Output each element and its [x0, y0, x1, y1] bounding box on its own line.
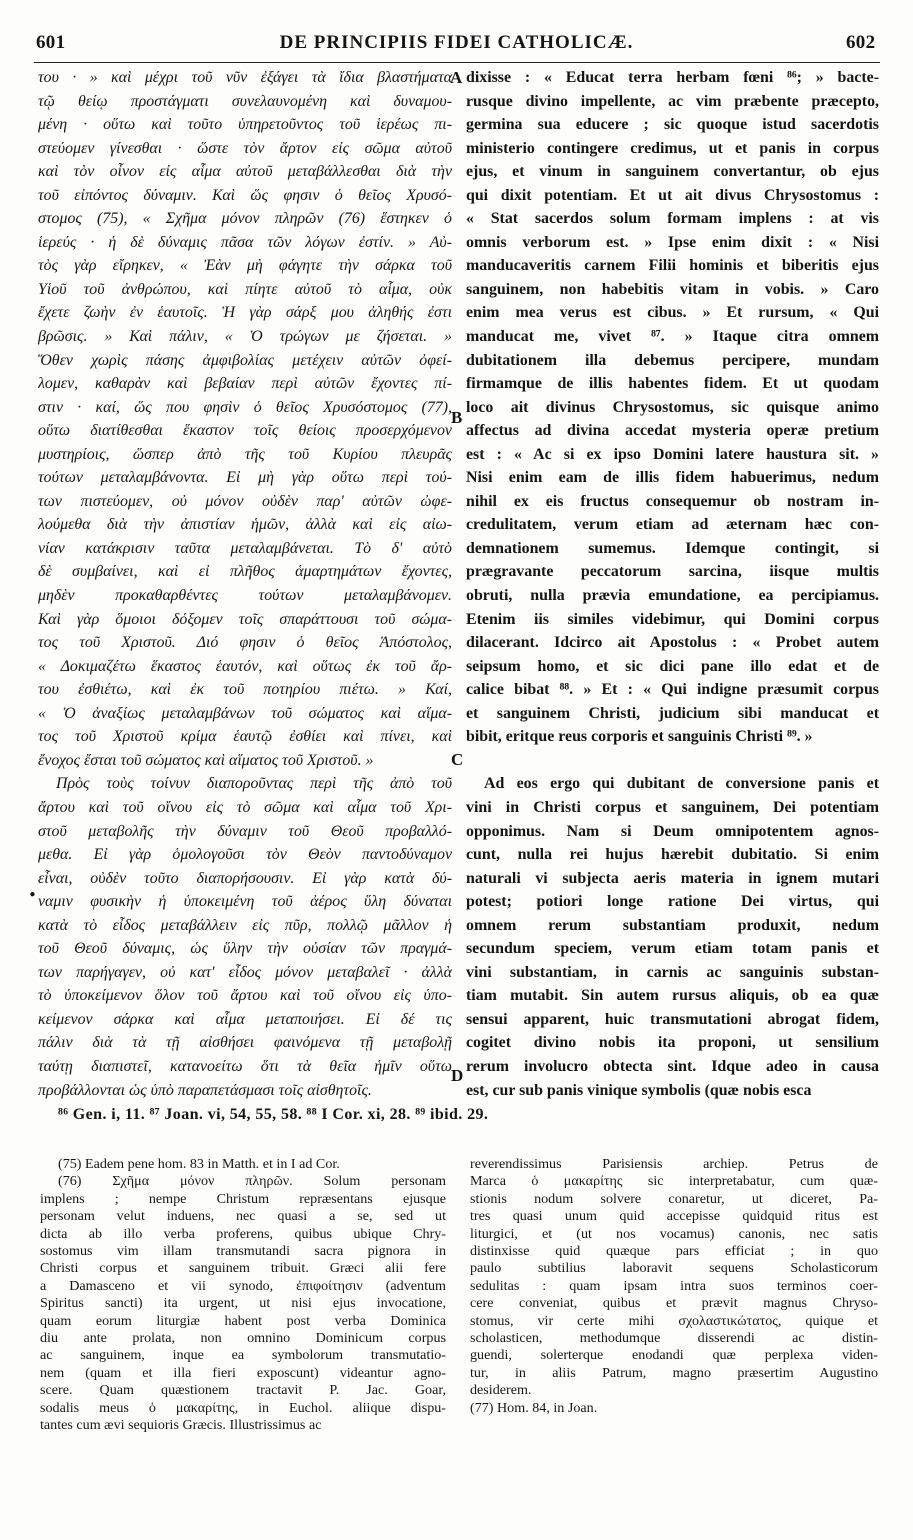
greek-line: τος τοῦ Χριστοῦ. Διό φησιν ὁ θεῖος Ἀπόστολος, [38, 634, 452, 652]
greek-line: Πρὸς τοὺς τοίνυν διαποροῦντας περὶ τῆς ἀπὸ τοῦ [56, 775, 452, 793]
latin-line: bibit, eritque reus corporis et sanguinis Christi ⁸⁹. » [466, 728, 813, 746]
latin-line: omnis verborum est. » Ipse enim dixit : « Nisi [466, 233, 879, 251]
latin-line: sanguinem, non habebitis vitam in vobis. » Caro [466, 280, 879, 298]
latin-line: secundum speciem, verum etiam totam panis et [466, 940, 879, 958]
greek-line: τὸς γὰρ εἴρηκεν, « Ἐὰν μὴ φάγητε τὴν σάρκα τοῦ [38, 257, 452, 275]
header-rule [34, 62, 880, 63]
latin-line: dilacerant. Idcirco ait Apostolus : « Probet autem [466, 634, 879, 652]
footnote-line: distinxisse quid quæque pars efficiat ; in quo [470, 1243, 878, 1260]
greek-line: βρῶσις. » Καὶ πάλιν, « Ὁ τρώγων με ζήσεται. » [38, 328, 452, 346]
latin-line: dixisse : « Educat terra herbam fœni ⁸⁶; » bacte- [466, 69, 879, 86]
latin-line: germina sua educere ; sic quoque istud sacerdotis [466, 116, 879, 134]
footnote-line: cere conveniat, quibus et prævit magnus Chryso- [470, 1295, 878, 1312]
greek-line: κατὰ τὸ εἶδος μεταβάλλειν εἰς πῦρ, πολλῷ μᾶλλον ἡ [38, 916, 452, 934]
margin-marker-a: A [450, 68, 463, 87]
footnote-line: tres quasi unum quid accepisse quidquid ritus est [470, 1208, 878, 1225]
running-title: DE PRINCIPIIS FIDEI CATHOLICÆ. [279, 32, 634, 53]
footnote-line: quam eorum liturgiæ habent post verba Dominica [40, 1312, 446, 1329]
latin-line: opponimus. Nam si Deum omnipotentem agnos- [466, 822, 879, 840]
footnote-line: Marca ὁ μακαρίτης sic interpretabatur, cum quæ- [470, 1173, 878, 1190]
greek-line: δὲ συμβαίνει, καὶ εἰ πλῆθος ἁμαρτημάτων ἔχοντες, [38, 563, 452, 581]
footnote-line: tur, in aliis Patrum, magno præsertim Augustino [470, 1364, 878, 1381]
latin-line: dubitationem illa debemus percipere, mundam [466, 351, 879, 369]
greek-line: προβάλλονται ὡς ὑπὸ παραπετάσμασι τοῖς αἰσθητοῖς. [38, 1081, 372, 1099]
footnotes-left [40, 1156, 446, 1435]
footnote-line: sedulitas : quam ipsam intra suos terminos coer- [470, 1277, 878, 1294]
greek-line: των παρήγαγεν, οὐ κατ' εἶδος μόνον μεταβαλεῖ · ἀλλὰ [38, 963, 452, 981]
greek-line: εἶναι, οὐδὲν τοῦτο διαπορήσουσιν. Εἰ γὰρ κατὰ δύ- [38, 869, 452, 887]
latin-line: enim mea verus est cibus. » Et rursum, « Qui [466, 304, 879, 322]
latin-line: ministerio contingere credimus, ut et panis in corpus [466, 139, 879, 157]
greek-line: στεύομεν γίνεσθαι · ὥστε τὸν ἄρτον εἰς σῶμα αὐτοῦ [38, 139, 452, 157]
greek-line: καὶ τὸν οἶνον εἰς αἷμα αὐτοῦ μεταβάλλεσθαι διὰ τὴν [38, 163, 452, 181]
footnote-line: tantes cum ævi sequioris Græcis. Illustrissimus ac [40, 1417, 322, 1434]
greek-line: τος τοῦ Χριστοῦ κρίμα ἑαυτῷ ἐσθίει καὶ πίνει, καὶ [38, 728, 452, 746]
footnote-line: scholasticen, methodumque disserendi ac distin- [470, 1330, 878, 1347]
greek-line: νίαν κατάκρισιν ταῦτα μεταλαμβάνεται. Τὸ δ' αὐτὸ [38, 539, 452, 557]
greek-line: ταύτῃ διαπιστεῖ, κατανοείτω ὅτι τὰ θεῖα ἡμῖν οὕτω [38, 1057, 452, 1075]
latin-line: rerum involucro obtecta sint. Idque adeo in causa [466, 1057, 879, 1075]
greek-line: του ἐσθιέτω, καὶ ἐκ τοῦ ποτηρίου πιέτω. » Καί, [38, 681, 452, 699]
greek-line: μένη · οὕτω καὶ τοῦτο ὑπηρετοῦντος τοῦ ἱερέως πι- [38, 116, 452, 134]
greek-line: Ὅθεν χωρὶς πάσης ἀμφιβολίας μετέχειν αὐτῶν ὀφεί- [38, 351, 452, 369]
latin-text-column [466, 66, 879, 1102]
greek-line: κείμενον σάρκα καὶ αἷμα μεταποιήσει. Εἰ δέ τις [38, 1010, 452, 1028]
greek-line: τῷ θείῳ προστάγματι συνελαυνομένη καὶ δυναμου- [38, 92, 452, 110]
footnote-line: reverendissimus Parisiensis archiep. Petrus de [470, 1156, 878, 1172]
footnote-line: diu ante prolata, non omnino Dominicum corpus [40, 1330, 446, 1347]
footnote-line: (75) Eadem pene hom. 83 in Matth. et in I ad Cor. [58, 1156, 340, 1172]
latin-line: calice bibat ⁸⁸. » Et : « Qui indigne præsumit corpus [466, 681, 879, 699]
greek-line: οὕτω διατίθεσθαι ἕκαστον τοῖς θείοις προσερχόμενον [38, 422, 452, 440]
latin-line: obruti, nulla prævia emundatione, ea percipiamus. [466, 587, 879, 605]
footnote-line: stomus, vir certe mihi σχολαστικώτατος, quique et [470, 1312, 878, 1329]
footnote-line: implens ; nempe Christum repræsentans ejusque [40, 1190, 446, 1207]
latin-line: ejus, et vinum in sanguinem convertantur, ob ejus [466, 163, 879, 181]
greek-line: του · » καὶ μέχρι τοῦ νῦν ἐξάγει τὰ ἴδια βλαστήματα [38, 69, 452, 86]
latin-line: loco ait divinus Chrysostomus, sic quisque animo [466, 398, 879, 416]
greek-line: τὸ ὑποκείμενον ὅλον τοῦ ἄρτου καὶ τοῦ οἴνου εἰς ὑπο- [38, 987, 452, 1005]
page-number-right: 602 [846, 32, 876, 53]
latin-line: vini substantiam, in carnis ac sanguinis substan- [466, 963, 879, 981]
latin-line: Nisi enim eam de illis fidem habuerimus, nedum [466, 469, 879, 487]
footnote-line: Christi corpus et sanguinem tribuit. Græci alii fere [40, 1260, 446, 1277]
margin-marker-d: D [451, 1066, 464, 1085]
greek-line: ἔχετε ζωὴν ἐν ἑαυτοῖς. Ἡ γὰρ σάρξ μου ἀληθής ἐστι [38, 304, 452, 322]
latin-line: et sanguinem Christi, judicium sibi manducat et [466, 704, 879, 722]
greek-line: πάλιν διὰ τὰ τῇ αἰσθήσει φαινόμενα τῇ μεταβολῇ [38, 1034, 452, 1052]
margin-marker-c: C [451, 750, 464, 769]
greek-line: μεθα. Εἰ γὰρ ὁμολογοῦσι τὸν Θεὸν παντοδύναμον [38, 846, 452, 864]
footnote-line: a Damasceno et vii synodo, ἐπιφοίτησιν (adventum [40, 1277, 446, 1294]
latin-line: qui dixit potentiam. Et ut ait divus Chrysostomus : [466, 186, 879, 204]
latin-line: nihil ex eis fructus consequemur ob nostram in- [466, 492, 879, 510]
greek-line: στομος (75), « Σχῆμα μόνον πληρῶν (76) ἕστηκεν ὁ [38, 210, 452, 228]
greek-line: « Ὁ ἀναξίως μεταλαμβάνων τοῦ σώματος καὶ αἵμα- [38, 704, 452, 722]
latin-line: cunt, nulla rei hujus hærebit dubitatio. Si enim [466, 846, 879, 864]
footnote-line: (77) Hom. 84, in Joan. [470, 1399, 598, 1416]
footnote-line: sodalis meus ὁ μακαρίτης, in Euchol. aliique dispu- [40, 1399, 446, 1416]
latin-line: est, cur sub panis vinique symbolis (quæ nobis esca [466, 1081, 812, 1099]
latin-line: omnem rerum substantiam produxit, nedum [466, 916, 879, 934]
page-number-left: 601 [36, 32, 66, 53]
footnote-line: personam velut induens, nec quasi a se, sed ut [40, 1208, 446, 1225]
greek-line: μυστηρίοις, ὥσπερ ἀπὸ τῆς τοῦ Κυρίου πλευρᾶς [38, 445, 452, 463]
greek-line: λούμεθα διὰ τὴν ἀπιστίαν ἡμῶν, ἀλλὰ καὶ εἰς αἰω- [38, 516, 452, 534]
footnote-line: ac sanguinem, inque ea symbolorum transmutatio- [40, 1347, 446, 1364]
latin-line: vini in Christi corpus et sanguinem, Dei potentiam [466, 798, 879, 816]
latin-line: firmamque de illis habentes fidem. Et ut quodam [466, 375, 879, 393]
margin-bullet: • [28, 886, 37, 904]
footnote-line: dicta ab illo verba proferens, quibus ubique Chry- [40, 1225, 446, 1242]
margin-marker-b: B [451, 408, 463, 427]
footnotes-right [470, 1156, 878, 1417]
footnote-line: stionis nodum solvere conaretur, ut diceret, Pa- [470, 1190, 878, 1207]
latin-line: Ad eos ergo qui dubitant de conversione panis et [484, 775, 879, 793]
footnote-line: sostomus vim illam transmutandi sacra pignora in [40, 1243, 446, 1260]
greek-line: λομεν, καθαρὰν καὶ βεβαίαν περὶ αὐτῶν ἔχοντες πί- [38, 375, 452, 393]
latin-line: est : « Ac si ex ipso Domini latere haustura sit. » [466, 445, 879, 463]
footnote-line: (76) Σχῆμα μόνον πληρῶν. Solum personam [58, 1173, 446, 1190]
greek-line: ἄρτου καὶ τοῦ οἴνου εἰς τὸ σῶμα καὶ αἷμα τοῦ Χρι- [38, 798, 452, 816]
latin-line: Etenim iis similes videbimur, qui Domini corpus [466, 610, 879, 628]
greek-line: τοῦ Θεοῦ δύναμις, ὡς ὕλην τὴν οὐσίαν τῶν πραγμά- [38, 940, 452, 958]
latin-line: sensui apparent, huic transmutationi abrogat fidem, [466, 1010, 879, 1028]
latin-line: affectus ad divina accedat mysteria operæ pretium [466, 422, 879, 440]
latin-line: tiam mutabit. Sin autem rursus aliquis, ob ea quæ [466, 987, 879, 1005]
footnote-line: guendi, solerterque enodandi quæ perplexa viden- [470, 1347, 878, 1364]
greek-line: των πιστεύομεν, οὐ μόνον οὐδὲν παρ' αὐτῶν ὠφε- [38, 492, 452, 510]
latin-line: naturali vi subjecta aeris materia in ignem mutari [466, 869, 879, 887]
footnote-line: liturgici, et (ut nos vocamus) canonis, nec satis [470, 1225, 878, 1242]
scripture-references: ⁸⁶ Gen. i, 11. ⁸⁷ Joan. vi, 54, 55, 58. ⁸⁸ I Cor. xi, 28. ⁸⁹ ibid. 29. [58, 1106, 489, 1123]
greek-line: στοῦ μεταβολῆς τὴν δύναμιν τοῦ Θεοῦ προβαλλό- [38, 822, 452, 840]
latin-line: credulitatem, verum etiam ad æternam hæc con- [466, 516, 879, 534]
greek-line: Καὶ γὰρ ὅμοιοι δόξομεν τοῖς σπαράττουσι τοῦ σώμα- [38, 610, 452, 628]
latin-line: potest; potiori longe ratione Dei virtus, qui [466, 893, 879, 911]
latin-line: manducaveritis carnem Filii hominis et biberitis ejus [466, 257, 879, 275]
greek-text-column [38, 66, 452, 1102]
greek-line: « Δοκιμαζέτω ἕκαστος ἑαυτόν, καὶ οὕτως ἐκ τοῦ ἄρ- [38, 657, 452, 675]
latin-line: demnationem sumemus. Idemque contingit, si [466, 539, 879, 557]
greek-line: ἔνοχος ἔσται τοῦ σώματος καὶ αἵματος τοῦ Χριστοῦ. » [38, 751, 374, 769]
latin-line [466, 749, 879, 773]
greek-line: στιν · καί, ὥς που φησὶν ὁ θεῖος Χρυσόστομος (77), [38, 398, 452, 416]
greek-line: Υἱοῦ τοῦ ἀνθρώπου, καὶ πίητε αὐτοῦ τὸ αἷμα, οὐκ [38, 280, 452, 298]
footnote-line: paulo subtilius laboravit sequens Scholasticorum [470, 1260, 878, 1277]
greek-line: ἱερεύς · ἡ δὲ δύναμις πᾶσα τῶν λόγων ἐστίν. » Αὐ- [38, 233, 452, 251]
greek-line: ναμιν φυσικὴν ἡ ὑποκειμένη τοῦ ἀέρος ὕλη δύναται [38, 893, 452, 911]
greek-line: τοῦ εἰπόντος δύναμιν. Καὶ ὥς φησιν ὁ θεῖος Χρυσό- [38, 186, 452, 204]
latin-line: prægravante peccatorum sarcina, iisque multis [466, 563, 879, 581]
footnote-line: scere. Quam quæstionem tractavit P. Jac. Goar, [40, 1382, 446, 1399]
latin-line: seipsum homo, et sic dici pane illo edat et de [466, 657, 879, 675]
greek-line: τούτων μεταλαμβάνοντα. Εἰ μὴ γὰρ οὕτω περὶ τού- [38, 469, 452, 487]
latin-line: manducat me, vivet ⁸⁷. » Itaque citra omnem [466, 328, 879, 346]
footnote-line: desiderem. [470, 1382, 532, 1399]
latin-line: cogitet divino nobis ita proponi, ut sensilium [466, 1034, 879, 1052]
footnote-line: Spiritus sancti) ita urgent, ut nisi ejus invocatione, [40, 1295, 446, 1312]
greek-line: μηδὲν προκαθαρθέντες τούτων μεταλαμβάνομεν. [38, 587, 452, 605]
latin-line: « Stat sacerdos solum formam implens : at vis [466, 210, 879, 228]
footnote-line: nem (quam et illa fieri exposcunt) videantur agno- [40, 1364, 446, 1381]
latin-line: rusque divino impellente, ac vim præbente præcepto, [466, 92, 879, 110]
